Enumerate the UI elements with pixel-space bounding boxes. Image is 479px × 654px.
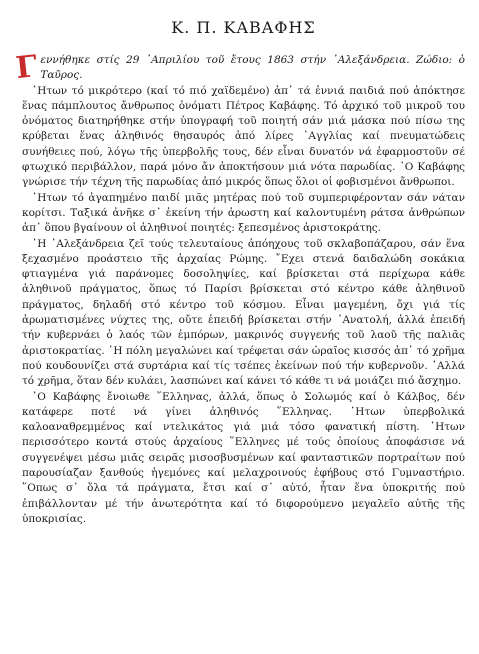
first-paragraph	[14, 48, 465, 87]
paragraph-1: ῾Ητων τό μικρότερο (καί τό πιό χαϊδεμένο) ἀπ᾽ τά ἐννιά παιδιά πού ἀπόκτησε ἕνας πάμπλουτος ἄνθρωπος ὀνόματι Πέτρος Καβάφης. Τό ἀρχικό τοῦ μικροῦ του ὀνόματος διατηρήθηκε στήν ὑπογραφή τοῦ ποιητή σάν μιά μάσκα πού πίσω της κρύβεται ἕνας ἀληθινός θησαυρός ἀπό λίρες ᾽Αγγλίας καί πνευματώδεις συνήθειες πού, λόγω τῆς ὑπερβολῆς τους, δέν εἶναι δυνατόν νά ἐφαρμοστοῦν σέ φτωχικό περιβάλλον, παρά μόνο ἄν ἀποκτήσουν μιά νότα παρωδίας. ᾽Ο Καβάφης γνώρισε τήν τέχνη τῆς παρωδίας ἀπό μικρός ὅπως ὅλοι οἱ φοβισμένοι ἄνθρωποι.	[22, 84, 465, 189]
paragraph-3: ῾Η ᾽Αλεξάνδρεια ζεῖ τούς τελευταίους ἀπόηχους τοῦ σκλαβοπάζαρου, σάν ἕνα ξεχασμένο προάστειο τῆς ἀρχαίας Ρώμης. ῎Εχει στενά δαιδαλώδη σοκάκια φτιαγμένα γιά παράνομες δοσοληψίες, καί βρίσκεται στά περίχωρα κάθε ἀληθινοῦ πράγματος, ὅπως τό Παρίσι βρίσκεται στό κέντρο κάθε ἀληθινοῦ πράγματος, δηλαδή στό κέντρο τοῦ κόσμου. Εἶναι μαγεμένη, ὄχι γιά τίς ἀρωματισμένες νύχτες της, οὔτε ἐπειδή βρίσκεται στήν ᾽Ανατολή, ἀλλά ἐπειδή τήν κυβερνάει ὁ λαός τῶν ἐμπόρων, μακρινός συγγενής τοῦ λαοῦ τῆς παλιᾶς ἀριστοκρατίας. ῾Η πόλη μεγαλώνει καί τρέφεται σάν ὡραῖος κισσός ἀπ᾽ τό χρῆμα πού κουδουνίζει στά συρτάρια καί τίς τσέπες ἐκείνων πού τήν κυβερνοῦν. ᾽Αλλά τό χρῆμα, ὅταν δέν κυλάει, λασπώνει καί κάνει τό κάθε τι νά μοιάζει πιό ἄσχημο.	[22, 237, 465, 388]
paragraph-2: ῾Ητων τό ἀγαπημένο παιδί μιᾶς μητέρας πού τοῦ συμπεριφέρονταν σάν νάταν κορίτσι. Ταξικά ἀνῆκε σ᾽ ἐκείνη τήν ἀρωστη καί καλοντυμένη ράτσα ἀνθρώπων ἀπ᾽ ὅπου βγαίνουν οἱ ἀληθινοί ποιητές: ξεπεσμένος ἀριστοκράτης.	[22, 191, 465, 235]
body-text	[14, 48, 465, 527]
paragraph-4: ᾽Ο Καβάφης ἔνοιωθε ῞Ελληνας, ἀλλά, ὅπως ὁ Σολωμός καί ὁ Κάλβος, δέν κατάφερε ποτέ νά γίνει ἀληθινός ῞Ελληνας. ῾Ητων ὑπερβολικά καλοαναθρεμμένος καί ντελικάτος γιά μιά τόσο φανατική πίστη. ῾Ητων περισσότερο κοντά στούς ἀρχαίους ῞Ελληνες μέ τούς ὁποίους ἀποφάσισε νά συγγενέψει μέσω μιᾶς σειρᾶς μισοσβυσμένων καί φανταστικῶν πορτραίτων πού παρουσίαζαν ξανθούς ἡγεμόνες καί μελαχροινούς ἐφήβους στό Γυμναστήριο. ῞Οπως σ᾽ ὅλα τά πράγματα, ἔτσι καί σ᾽ αὐτό, ἦταν ἕνα ὑποκριτής πού ἐπιβάλλονταν μέ τήν ἀνωτερότητα καί τό διφορούμενο μεγαλεῖο αὐτῆς τῆς ὑποκρισίας.	[22, 390, 465, 525]
drop-cap-letter: Γ	[14, 48, 40, 87]
first-paragraph-text: εννήθηκε στίς 29 ᾽Απριλίου τοῦ ἔτους 1863 στήν ᾽Αλεξάνδρεια. Ζώδιο: ὁ Ταῦρος.	[40, 54, 465, 82]
page-title: Κ. Π. ΚΑΒΑΦΗΣ	[171, 18, 316, 37]
